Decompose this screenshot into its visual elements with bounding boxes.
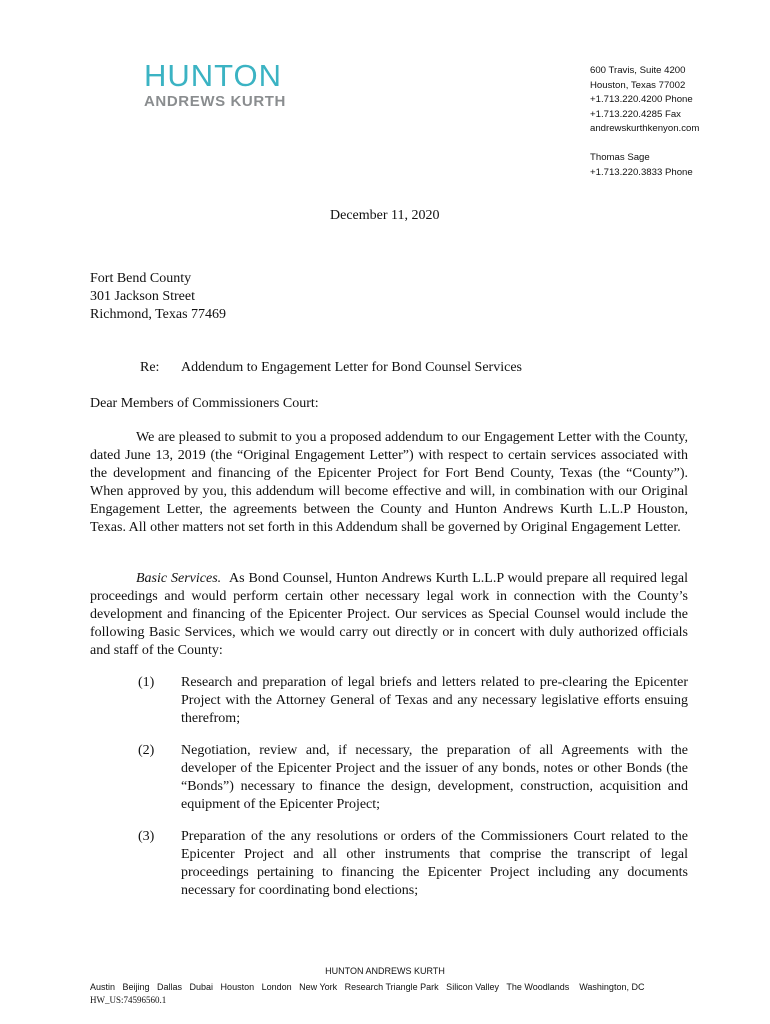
list-item-number: (3) — [138, 829, 155, 844]
recipient-address — [90, 270, 226, 324]
re-text: Addendum to Engagement Letter for Bond Counsel Services — [181, 360, 522, 375]
recipient-line-2: 301 Jackson Street — [90, 289, 195, 304]
basic-services-heading: Basic Services. — [136, 571, 222, 586]
address-line-2: Houston, Texas 77002 — [590, 79, 686, 91]
letterhead-contact — [590, 64, 699, 180]
paragraph-basic-services — [90, 570, 688, 660]
logo-bottom-text: ANDREWS KURTH — [144, 93, 286, 110]
salutation: Dear Members of Commissioners Court: — [90, 396, 319, 411]
firm-logo — [144, 60, 286, 111]
footer-office-cities: Austin Beijing Dallas Dubai Houston London New York Research Triangle Park Silicon Valley The Woodlands Washington, DC — [90, 982, 645, 992]
list-item-text: Negotiation, review and, if necessary, the preparation of all Agreements with the developer of the Epicenter Project and the issuer of any bonds, notes or other Bonds (the “Bonds”) necessary to finance the design, development, construction, acquisition and equipment of the Epicenter Project; — [181, 743, 688, 812]
subject-line — [140, 360, 522, 376]
phone-number: +1.713.220.4200 Phone — [590, 94, 693, 106]
basic-services-text: As Bond Counsel, Hunton Andrews Kurth L.L.P would prepare all required legal proceedings and would perform certain other necessary legal work in connection with the County’s development and financing of the Epicenter Project. Our services as Special Counsel would include the following Basic Services, which we would carry out directly or in concert with duly authorized officials and staff of the County: — [90, 571, 689, 658]
letter-date: December 11, 2020 — [330, 208, 440, 223]
logo-top-text: HUNTON — [144, 58, 283, 93]
paragraph-intro: We are pleased to submit to you a proposed addendum to our Engagement Letter with the County, dated June 13, 2019 (the “Original Engagement Letter”) with respect to certain services associated with the development and financing of the Epicenter Project for Fort Bend County, Texas (the “County”). When approved by you, this addendum will become effective and will, in combination with our Original Engagement Letter, the agreements between the County and Hunton Andrews Kurth L.L.P Houston, Texas. All other matters not set forth in this Addendum shall be governed by Original Engagement Letter. — [90, 430, 688, 535]
recipient-line-3: Richmond, Texas 77469 — [90, 307, 227, 322]
list-item-text: Preparation of the any resolutions or orders of the Commissioners Court related to the Epicenter Project and all other instruments that comprise the transcript of legal proceedings pertaining to financing the Epicenter Project including any documents necessary for coordinating bond elections; — [181, 829, 688, 898]
list-item-number: (1) — [138, 675, 155, 690]
re-label: Re: — [140, 360, 160, 375]
list-item-text: Research and preparation of legal briefs and letters related to pre-clearing the Epicenter Project with the Attorney General of Texas and any necessary legislative efforts ensuing therefrom; — [181, 675, 688, 726]
address-line-1: 600 Travis, Suite 4200 — [590, 65, 686, 76]
contact-phone: +1.713.220.3833 Phone — [590, 166, 693, 178]
list-item-number: (2) — [138, 743, 155, 758]
website: andrewskurthkenyon.com — [590, 123, 700, 135]
fax-number: +1.713.220.4285 Fax — [590, 108, 681, 120]
document-id: HW_US:74596560.1 — [90, 995, 167, 1005]
contact-name: Thomas Sage — [590, 151, 650, 163]
recipient-line-1: Fort Bend County — [90, 271, 192, 286]
footer-firm-name: HUNTON ANDREWS KURTH — [325, 966, 445, 976]
